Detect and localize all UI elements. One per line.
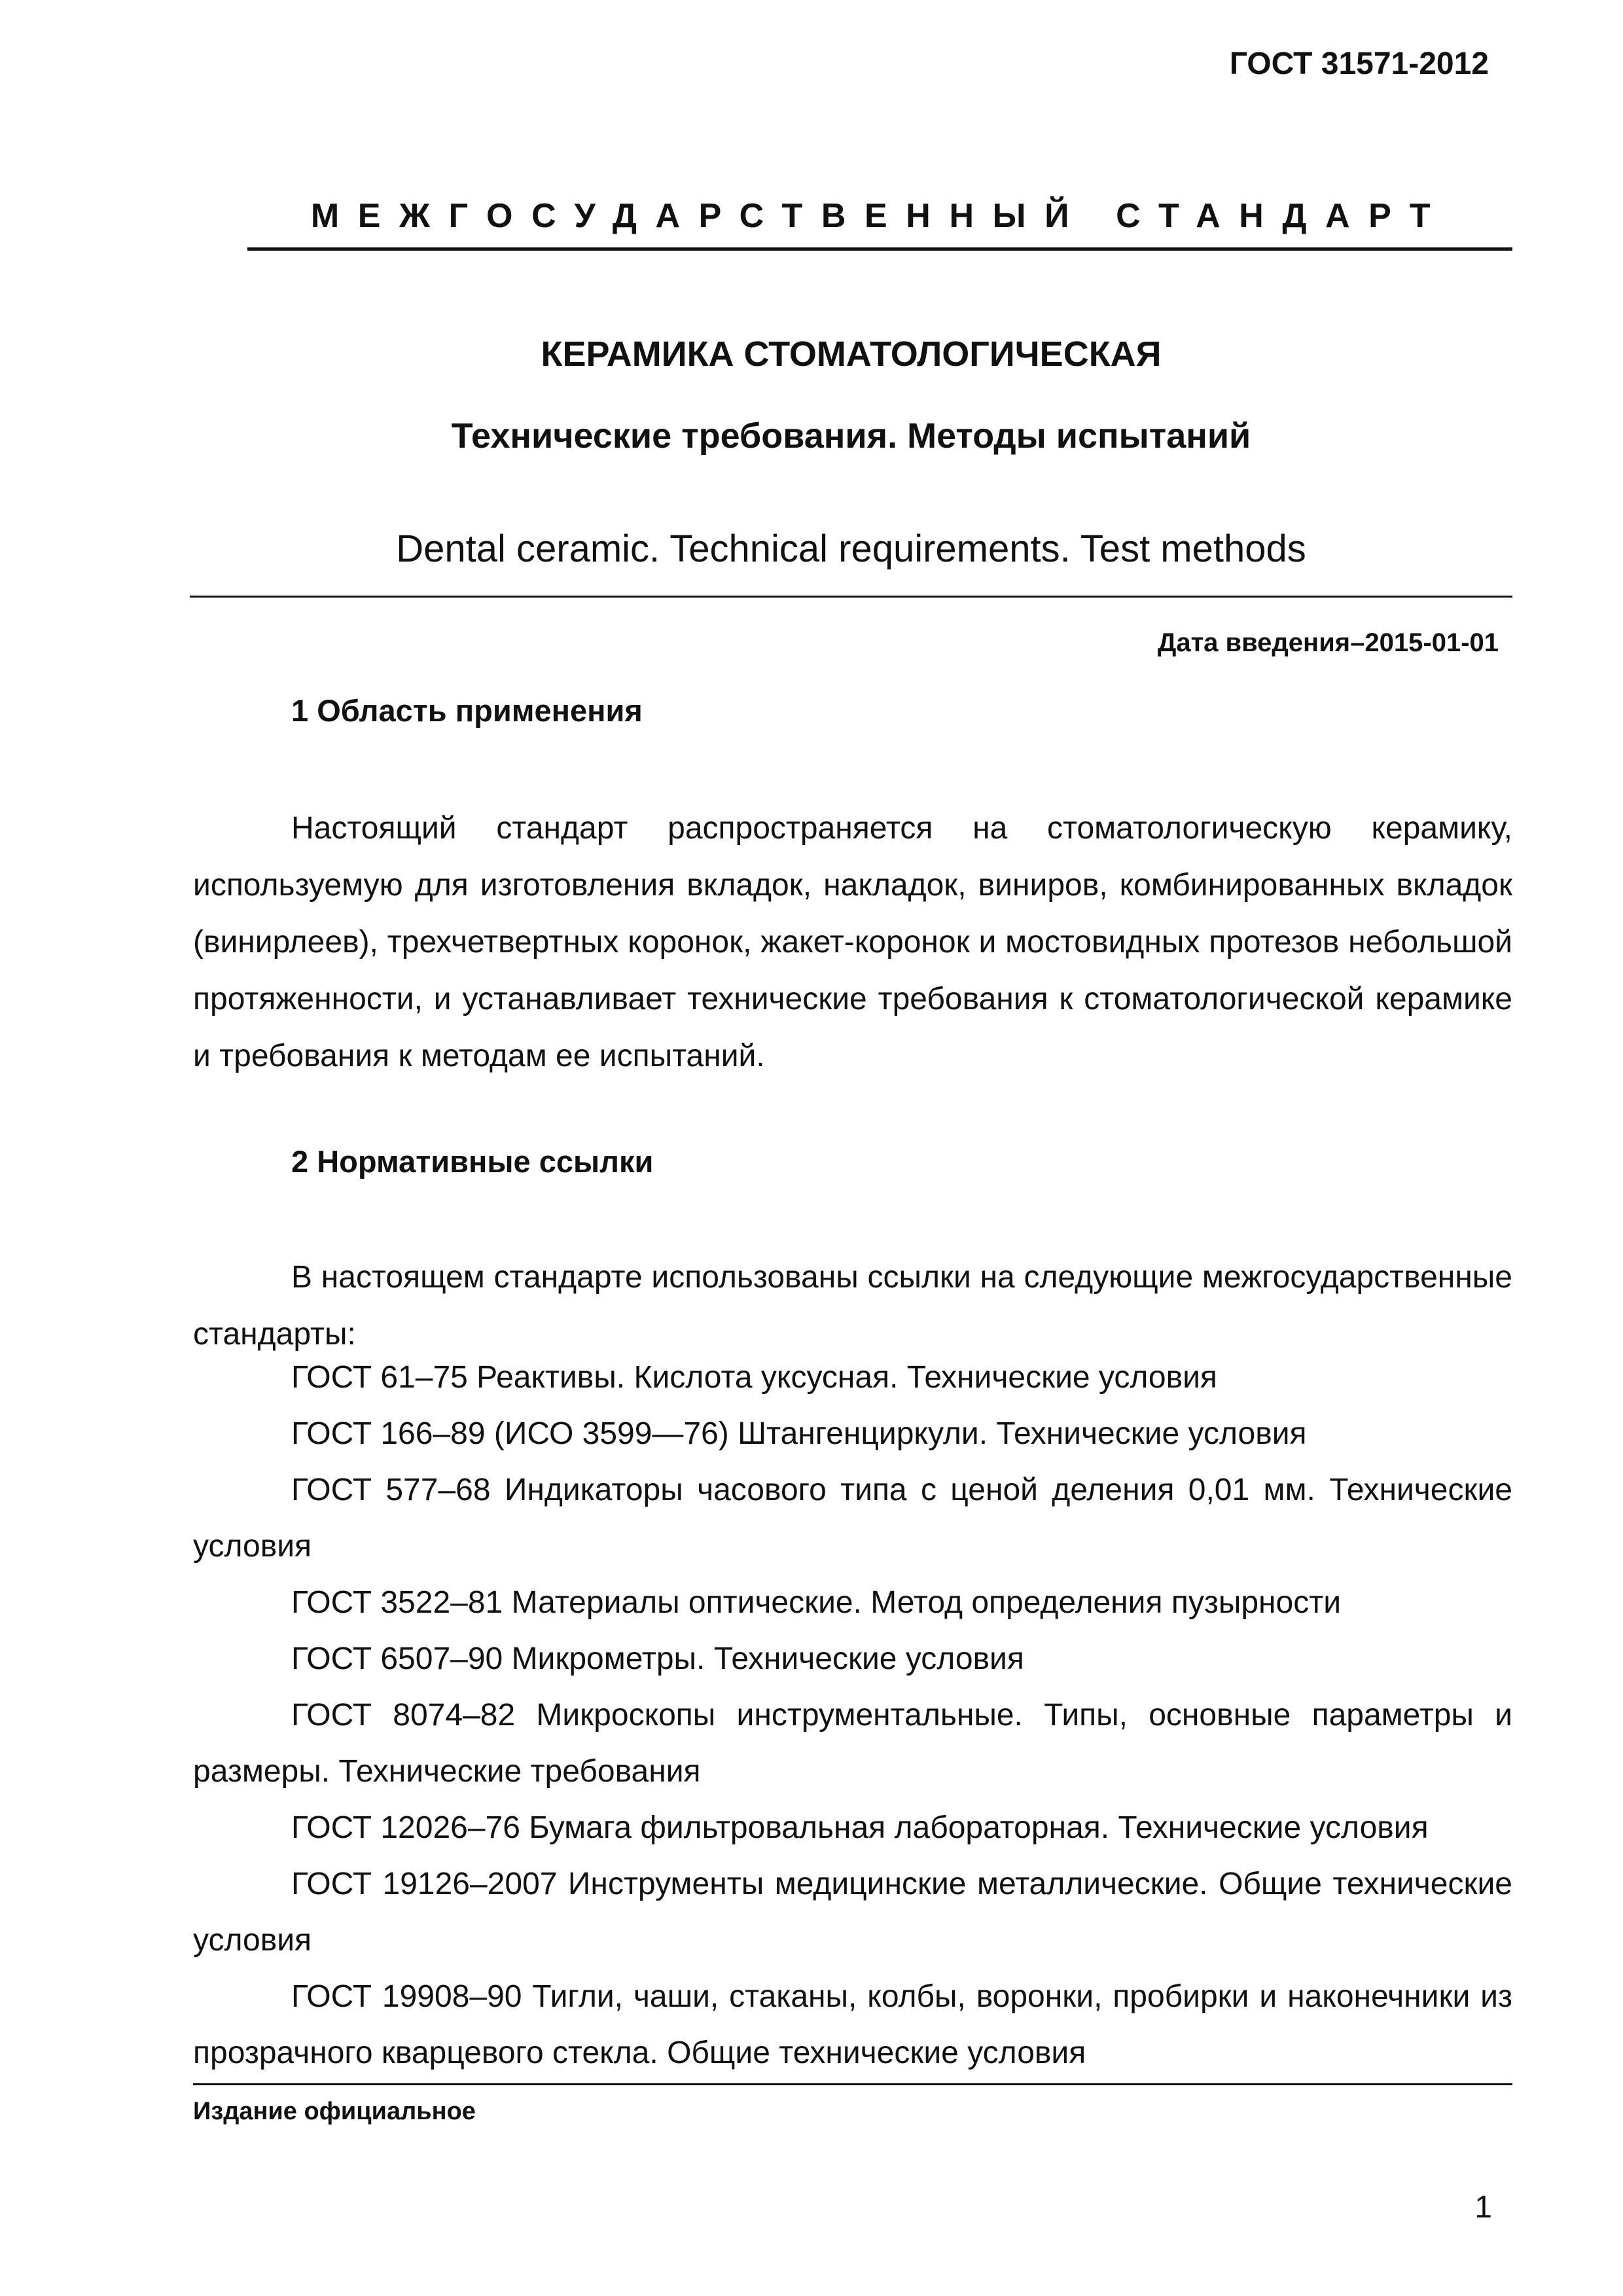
section-body-references: В настоящем стандарте использованы ссылки на следующие межгосударственные стандарты: <box>193 1260 1512 1352</box>
section-heading-scope: 1 Область применения <box>291 693 643 728</box>
page-number: 1 <box>1474 2190 1492 2225</box>
reference-item: ГОСТ 3522–81 Материалы оптические. Метод определения пузырности <box>291 1585 1342 1620</box>
reference-item: ГОСТ 19126–2007 Инструменты медицинские металлические. Общие технические условия <box>193 1867 1512 1958</box>
reference-item: ГОСТ 577–68 Индикаторы часового типа с ценой деления 0,01 мм. Технические условия <box>193 1473 1512 1564</box>
document-title: КЕРАМИКА СТОМАТОЛОГИЧЕСКАЯ <box>541 334 1162 374</box>
edition-label: Издание официальное <box>193 2098 476 2125</box>
introduction-date: Дата введения–2015-01-01 <box>1157 628 1499 657</box>
section-heading-references: 2 Нормативные ссылки <box>291 1144 654 1179</box>
reference-item: ГОСТ 8074–82 Микроскопы инструментальные. Типы, основные параметры и размеры. Технические требования <box>193 1698 1512 1789</box>
reference-item: ГОСТ 6507–90 Микрометры. Технические условия <box>291 1641 1024 1676</box>
reference-list <box>193 1350 1512 2081</box>
footer-divider <box>193 2083 1512 2085</box>
section-body-scope: Настоящий стандарт распространяется на стоматологическую керамику, используемую для изготовления вкладок, накладок, виниров, комбинированных вкладок (винирлеев), трехчетвертных коронок, жакет-коронок и мостовидных протезов небольшой протяженности, и устанавливает технические требования к стоматологической керамике и требования к методам ее испытаний. <box>193 811 1512 1073</box>
title-divider <box>190 596 1512 598</box>
header-divider <box>247 247 1512 251</box>
english-title: Dental ceramic. Technical requirements. Test methods <box>396 528 1306 570</box>
reference-item: ГОСТ 61–75 Реактивы. Кислота уксусная. Технические условия <box>291 1360 1217 1395</box>
reference-item: ГОСТ 166–89 (ИСО 3599—76) Штангенциркули. Технические условия <box>291 1416 1307 1451</box>
reference-item: ГОСТ 12026–76 Бумага фильтровальная лабораторная. Технические условия <box>291 1810 1429 1845</box>
document-code: ГОСТ 31571-2012 <box>1229 46 1489 81</box>
reference-item: ГОСТ 19908–90 Тигли, чаши, стаканы, колбы, воронки, пробирки и наконечники из прозрачного кварцевого стекла. Общие технические условия <box>193 1979 1512 2070</box>
standard-kind-heading: МЕЖГОСУДАРСТВЕННЫЙ СТАНДАРТ <box>310 197 1450 235</box>
document-subtitle: Технические требования. Методы испытаний <box>451 416 1251 456</box>
